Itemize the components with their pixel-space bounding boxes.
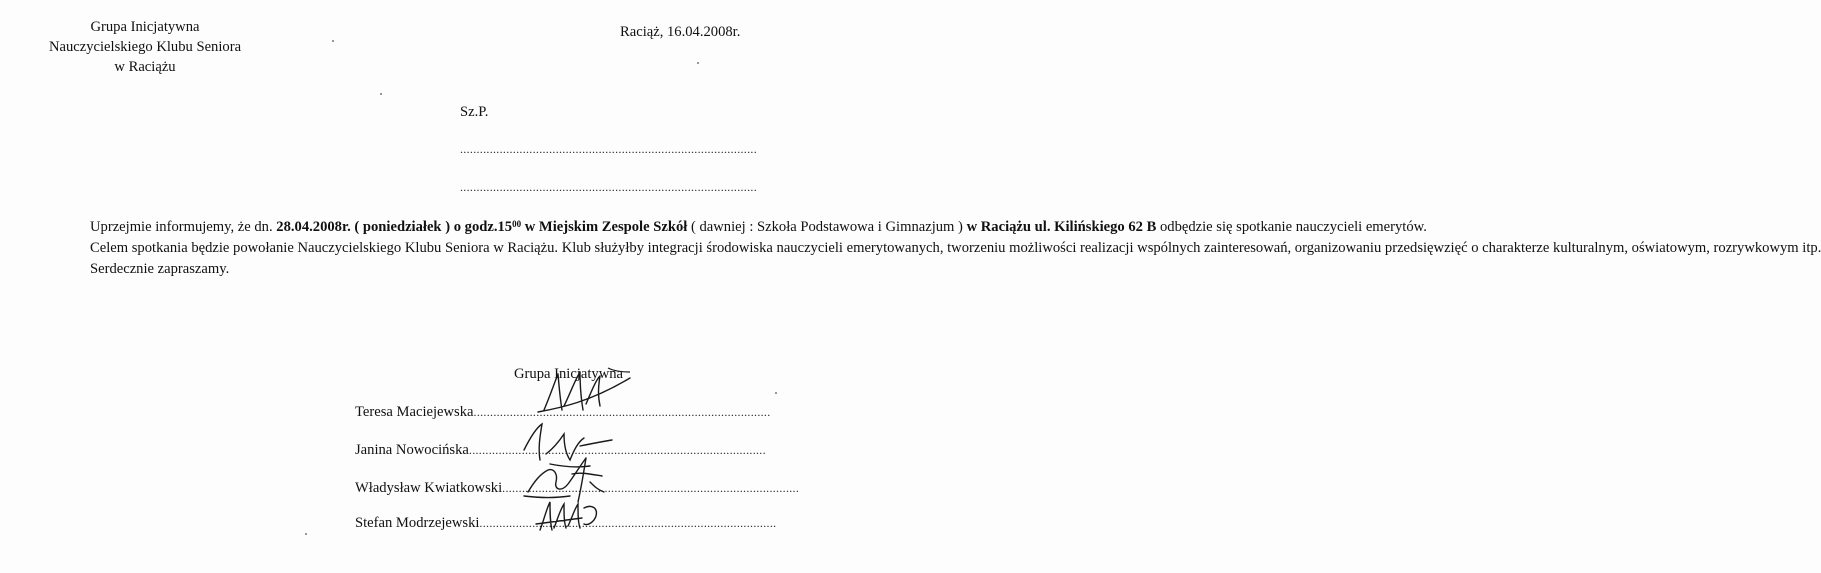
paragraph-closing: Serdecznie zapraszamy. [90,261,230,277]
sender-block [30,17,260,77]
scan-speck [305,533,307,535]
sender-line-2: Nauczycielskiego Klubu Seniora [48,39,242,55]
scan-speck [332,40,334,42]
sender-line-3: w Raciążu [114,59,176,75]
meeting-date: 28.04.2008r. ( poniedziałek ) o godz.15 [276,219,513,235]
date-line: Raciąż, 16.04.2008r. [620,24,741,40]
scan-speck [697,62,699,64]
signatory-name: Teresa Maciejewska [355,404,474,420]
signatory-name: Janina Nowocińska [355,442,469,458]
meeting-place: w Miejskim Zespole Szkół [521,219,688,235]
addressee-blank-line-2: .......................................................................................... [460,180,757,194]
addressee-label: Sz.P. [460,104,489,120]
signature-dots: .......................................................................................... [473,405,771,419]
addressee-blank-line-1: .......................................................................................... [460,142,757,156]
signature-scribble-1 [540,366,630,416]
scan-speck [775,392,777,394]
meeting-address: w Raciążu ul. Kilińskiego 62 B [966,219,1157,235]
signature-scribble-4 [536,498,616,534]
scan-speck [380,93,382,95]
paragraph-purpose: Celem spotkania będzie powołanie Nauczycielskiego Klubu Seniora w Raciążu. Klub służyłby integracji środowiska nauczycieli emerytowanych, tworzeniu możliwości realizacji wspólnych zainteresowań, organizowaniu przedsięwzięć o charakterze kulturalnym, oświatowym, rozrywkowym itp. [90,240,1821,256]
sender-line-1: Grupa Inicjatywna [90,19,200,35]
signature-dots: .......................................................................................... [502,481,800,495]
signatory-name: Stefan Modrzejewski [355,515,480,531]
letter-body [50,217,1821,280]
signatures-heading: Grupa Inicjatywna [514,366,624,382]
signature-dots: .......................................................................................... [468,443,766,457]
signatory-name: Władysław Kwiatkowski [355,480,503,496]
signature-dots: .......................................................................................... [479,516,777,530]
meeting-time-minutes: 00 [512,219,522,229]
paragraph-invitation: Uprzejmie informujemy, że dn. 28.04.2008r. ( poniedziałek ) o $godz.15^{00}$ w Miejskim Zespole Szkół ( dawniej : Szkoła Podstawowa i Gimnazjum ) w Raciążu ul. Kilińskiego 62 B odbędzie się spotkanie nauczycieli emerytów. [90,219,1427,235]
